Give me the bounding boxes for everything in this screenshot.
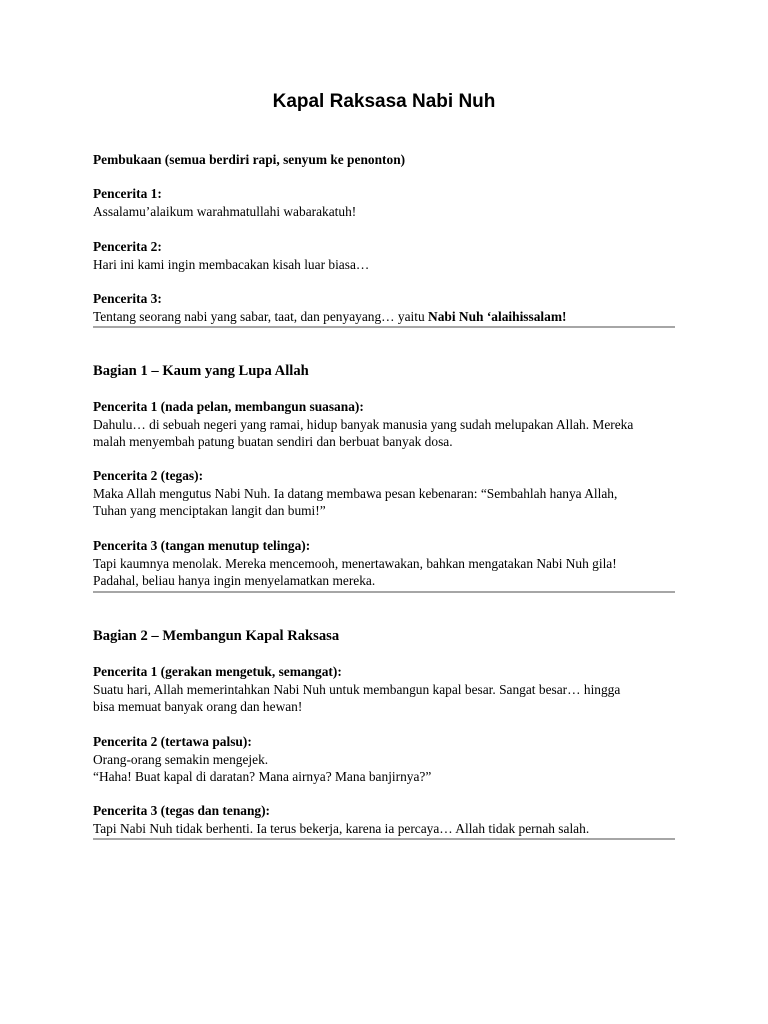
- section2-line-2: [93, 733, 675, 786]
- narration-text: Suatu hari, Allah memerintahkan Nabi Nuh untuk membangun kapal besar. Sangat besar… hingga: [93, 681, 621, 697]
- section1-line-3: [93, 537, 675, 590]
- narration-text: Tuhan yang menciptakan langit dan bumi!”: [93, 503, 326, 519]
- section-divider: [93, 591, 675, 593]
- opening-heading: Pembukaan (semua berdiri rapi, senyum ke penonton): [93, 152, 406, 167]
- section1-heading: Bagian 1 – Kaum yang Lupa Allah: [93, 363, 309, 379]
- speaker-label: Pencerita 2:: [93, 239, 162, 254]
- narration-text: malah menyembah patung buatan sendiri dan berbuat banyak dosa.: [93, 434, 453, 450]
- section2-line-1: [93, 663, 675, 716]
- speaker-label: Pencerita 1 (nada pelan, membangun suasana):: [93, 399, 364, 414]
- narration-text: bisa memuat banyak orang dan hewan!: [93, 699, 303, 715]
- speaker-label: Pencerita 2 (tegas):: [93, 468, 204, 483]
- narration-text: Assalamu’alaikum warahmatullahi wabarakatuh!: [93, 203, 357, 219]
- narration-text: Maka Allah mengutus Nabi Nuh. Ia datang membawa pesan kebenaran: “Sembahlah hanya Allah,: [93, 485, 618, 501]
- opening-heading-block: [93, 151, 675, 169]
- narration-text-bold: Nabi Nuh ‘alaihissalam!: [428, 308, 567, 324]
- narration-text: “Haha! Buat kapal di daratan? Mana airnya? Mana banjirnya?”: [93, 769, 432, 785]
- speaker-label: Pencerita 3:: [93, 291, 162, 306]
- opening-line-3: [93, 290, 675, 325]
- section1-line-2: [93, 467, 675, 520]
- section1-line-1: [93, 398, 675, 451]
- narration-text: Orang-orang semakin mengejek.: [93, 751, 269, 767]
- document-title: Kapal Raksasa Nabi Nuh: [272, 91, 496, 112]
- speaker-label: Pencerita 1 (gerakan mengetuk, semangat):: [93, 664, 342, 679]
- opening-line-1: [93, 185, 675, 220]
- narration-text: Tapi Nabi Nuh tidak berhenti. Ia terus bekerja, karena ia percaya… Allah tidak pernah salah.: [93, 820, 590, 836]
- opening-line-2: [93, 238, 675, 273]
- section2-heading: Bagian 2 – Membangun Kapal Raksasa: [93, 628, 340, 644]
- narration-text-regular: Tentang seorang nabi yang sabar, taat, dan penyayang… yaitu: [93, 308, 429, 324]
- speaker-label: Pencerita 1:: [93, 186, 162, 201]
- narration-text: Padahal, beliau hanya ingin menyelamatkan mereka.: [93, 573, 376, 589]
- speaker-label: Pencerita 3 (tegas dan tenang):: [93, 803, 271, 818]
- section1-heading-block: [93, 362, 675, 380]
- narration-text: Hari ini kami ingin membacakan kisah luar biasa…: [93, 256, 370, 272]
- narration-text: Tapi kaumnya menolak. Mereka mencemooh, menertawakan, bahkan mengatakan Nabi Nuh gila!: [93, 555, 617, 571]
- section2-heading-block: [93, 627, 675, 645]
- narration-text: Dahulu… di sebuah negeri yang ramai, hidup banyak manusia yang sudah melupakan Allah. Mereka: [93, 416, 634, 432]
- section-divider: [93, 838, 675, 840]
- narration-text: [93, 308, 675, 326]
- section2-line-3: [93, 802, 675, 837]
- speaker-label: Pencerita 3 (tangan menutup telinga):: [93, 538, 311, 553]
- speaker-label: Pencerita 2 (tertawa palsu):: [93, 734, 252, 749]
- section-divider: [93, 326, 675, 328]
